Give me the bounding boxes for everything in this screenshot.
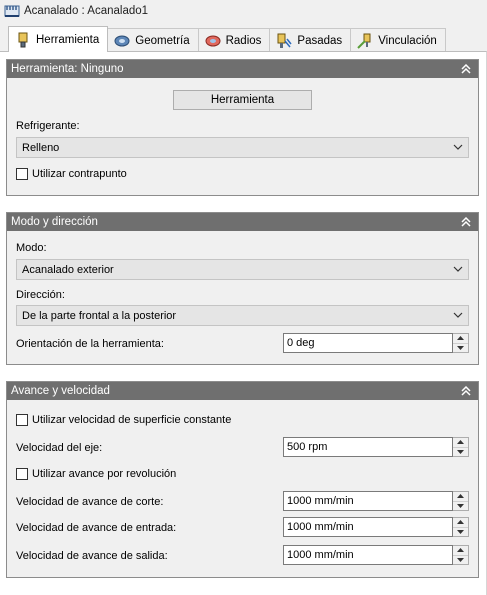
checkbox-label: Utilizar velocidad de superficie constante: [32, 414, 232, 426]
tab-radios[interactable]: [198, 28, 271, 52]
select-tool-button[interactable]: Herramienta: [173, 90, 312, 110]
checkbox-label: Utilizar contrapunto: [32, 168, 127, 180]
spin-down-icon[interactable]: [453, 448, 468, 457]
radii-icon: [205, 33, 221, 49]
tab-label: Geometría: [135, 34, 190, 47]
spin-down-icon[interactable]: [453, 502, 468, 511]
tailstock-checkbox[interactable]: [16, 168, 127, 180]
feed-speed-section: [6, 381, 479, 578]
spin-down-icon[interactable]: [453, 344, 468, 353]
collapse-icon[interactable]: [460, 216, 472, 228]
spin-up-icon[interactable]: [453, 492, 468, 502]
spin-up-icon[interactable]: [453, 518, 468, 528]
direction-label: Dirección:: [16, 289, 65, 301]
direction-dropdown[interactable]: [16, 305, 469, 326]
mode-value: Acanalado exterior: [22, 263, 114, 276]
tab-geometria[interactable]: [107, 28, 198, 52]
title-bar: [0, 0, 487, 22]
section-title: Modo y dirección: [11, 216, 98, 228]
mode-dropdown[interactable]: [16, 259, 469, 280]
lead-in-feedrate-label: Velocidad de avance de entrada:: [16, 522, 177, 534]
mode-direction-section: [6, 212, 479, 365]
passes-icon: [276, 33, 292, 49]
cutting-feedrate-input[interactable]: 1000 mm/min: [283, 491, 453, 511]
feed-per-revolution-checkbox[interactable]: [16, 468, 176, 480]
coolant-value: Relleno: [22, 141, 60, 154]
tool-icon: [15, 32, 31, 48]
tab-vinculacion[interactable]: [350, 28, 446, 52]
orientation-label: Orientación de la herramienta:: [16, 338, 164, 350]
tab-pasadas[interactable]: [269, 28, 351, 52]
section-header[interactable]: [7, 382, 478, 400]
tab-label: Herramienta: [36, 33, 100, 46]
cutting-feedrate-spinbox[interactable]: [283, 491, 469, 511]
spin-up-icon[interactable]: [453, 546, 468, 556]
spindle-speed-input[interactable]: 500 rpm: [283, 437, 453, 457]
lead-out-feedrate-spinbox[interactable]: [283, 545, 469, 565]
direction-value: De la parte frontal a la posterior: [22, 309, 177, 322]
constant-surface-speed-checkbox[interactable]: [16, 414, 231, 426]
tab-bar: [8, 26, 445, 52]
section-title: Herramienta: Ninguno: [11, 63, 124, 75]
linking-icon: [357, 33, 373, 49]
chevron-down-icon: [453, 265, 463, 273]
geometry-icon: [114, 33, 130, 49]
tool-section: [6, 59, 479, 196]
mode-label: Modo:: [16, 242, 47, 254]
coolant-label: Refrigerante:: [16, 120, 80, 132]
section-header[interactable]: [7, 213, 478, 231]
orientation-input[interactable]: 0 deg: [283, 333, 453, 353]
grooving-icon: [4, 3, 20, 19]
tab-label: Pasadas: [297, 34, 343, 47]
lead-out-feedrate-input[interactable]: 1000 mm/min: [283, 545, 453, 565]
spindle-speed-label: Velocidad del eje:: [16, 442, 103, 454]
spin-down-icon[interactable]: [453, 528, 468, 537]
checkbox-label: Utilizar avance por revolución: [32, 468, 177, 480]
orientation-spinbox[interactable]: [283, 333, 469, 353]
spin-up-icon[interactable]: [453, 334, 468, 344]
section-header[interactable]: [7, 60, 478, 78]
chevron-down-icon: [453, 143, 463, 151]
collapse-icon[interactable]: [460, 63, 472, 75]
checkbox-box[interactable]: [16, 468, 28, 480]
checkbox-box[interactable]: [16, 414, 28, 426]
lead-in-feedrate-input[interactable]: 1000 mm/min: [283, 517, 453, 537]
lead-out-feedrate-label: Velocidad de avance de salida:: [16, 550, 168, 562]
tab-herramienta[interactable]: [8, 26, 108, 52]
tab-label: Radios: [225, 34, 262, 47]
chevron-down-icon: [453, 311, 463, 319]
collapse-icon[interactable]: [460, 385, 472, 397]
section-title: Avance y velocidad: [11, 385, 110, 397]
checkbox-box[interactable]: [16, 168, 28, 180]
spin-up-icon[interactable]: [453, 438, 468, 448]
window-title: Acanalado : Acanalado1: [24, 5, 149, 17]
spin-down-icon[interactable]: [453, 556, 468, 565]
tab-label: Vinculación: [378, 34, 437, 47]
lead-in-feedrate-spinbox[interactable]: [283, 517, 469, 537]
cutting-feedrate-label: Velocidad de avance de corte:: [16, 496, 164, 508]
spindle-speed-spinbox[interactable]: [283, 437, 469, 457]
coolant-dropdown[interactable]: [16, 137, 469, 158]
